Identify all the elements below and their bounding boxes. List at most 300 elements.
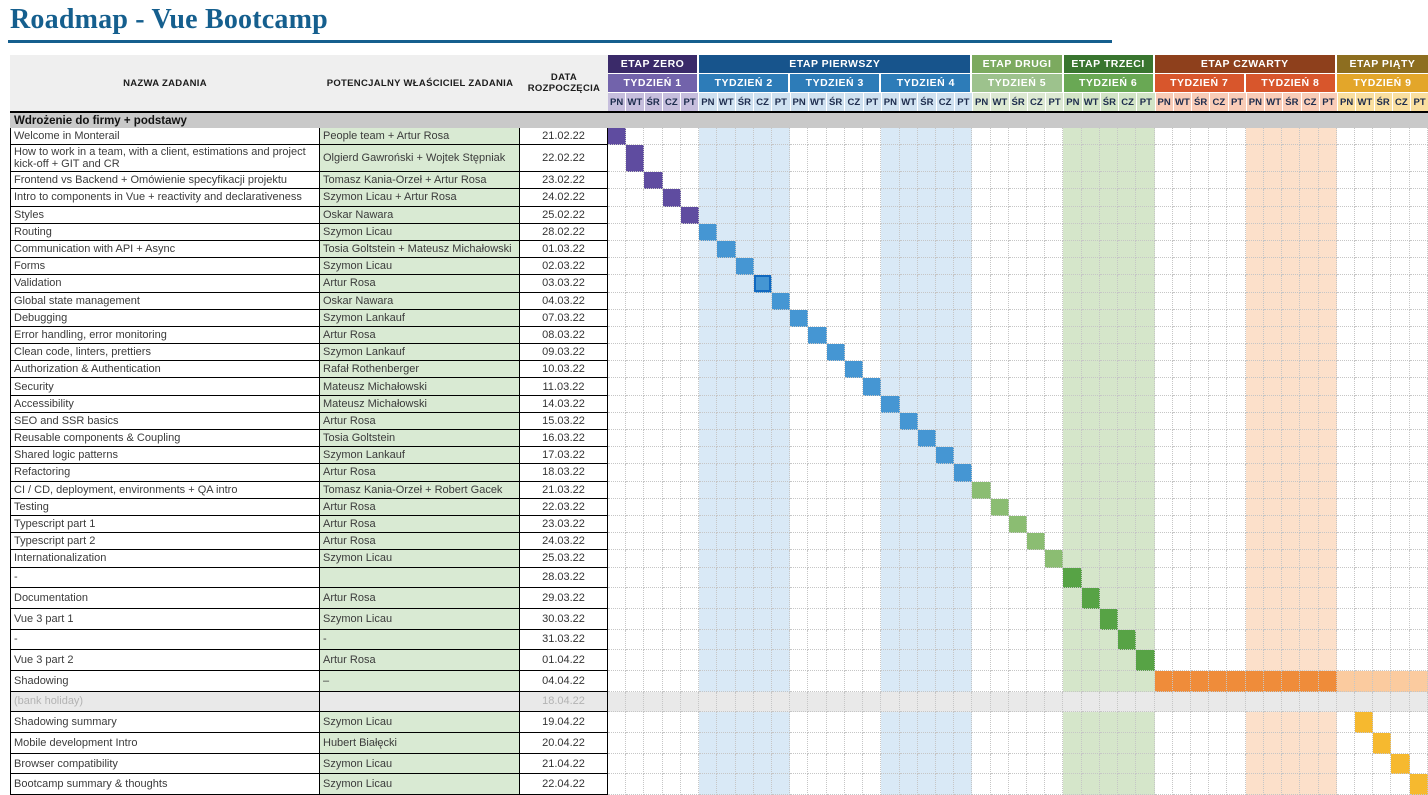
day-header-cell[interactable]: CZ — [937, 93, 955, 111]
gantt-cell[interactable] — [1136, 692, 1154, 713]
gantt-cell[interactable] — [754, 378, 772, 395]
gantt-cell[interactable] — [1136, 588, 1154, 609]
gantt-cell[interactable] — [991, 189, 1009, 206]
gantt-cell[interactable] — [663, 430, 681, 447]
gantt-cell[interactable] — [790, 413, 808, 430]
gantt-cell[interactable] — [1246, 378, 1264, 395]
gantt-cell[interactable] — [1246, 344, 1264, 361]
gantt-cell[interactable] — [1027, 430, 1045, 447]
gantt-cell[interactable] — [608, 361, 626, 378]
gantt-cell[interactable] — [972, 413, 990, 430]
task-date-cell[interactable]: 24.03.22 — [520, 533, 608, 550]
gantt-cell[interactable] — [717, 712, 735, 733]
gantt-cell[interactable] — [736, 774, 754, 795]
gantt-cell[interactable] — [863, 207, 881, 224]
gantt-cell[interactable] — [736, 692, 754, 713]
gantt-cell[interactable] — [717, 568, 735, 589]
gantt-cell[interactable] — [991, 650, 1009, 671]
gantt-cell[interactable] — [717, 650, 735, 671]
gantt-cell[interactable] — [808, 447, 826, 464]
gantt-cell[interactable] — [1282, 568, 1300, 589]
gantt-cell[interactable] — [663, 550, 681, 567]
gantt-cell[interactable] — [1373, 550, 1391, 567]
gantt-cell[interactable] — [1027, 378, 1045, 395]
gantt-cell[interactable] — [936, 241, 954, 258]
gantt-cell[interactable] — [772, 533, 790, 550]
gantt-cell[interactable] — [608, 733, 626, 754]
gantt-cell[interactable] — [1009, 516, 1027, 533]
gantt-cell[interactable] — [936, 430, 954, 447]
gantt-cell[interactable] — [900, 293, 918, 310]
gantt-cell[interactable] — [918, 482, 936, 499]
gantt-cell[interactable] — [717, 128, 735, 145]
gantt-cell[interactable] — [1227, 344, 1245, 361]
gantt-cell[interactable] — [663, 241, 681, 258]
gantt-cell[interactable] — [1246, 692, 1264, 713]
gantt-cell[interactable] — [1136, 396, 1154, 413]
gantt-cell[interactable] — [736, 499, 754, 516]
gantt-cell[interactable] — [881, 712, 899, 733]
gantt-cell[interactable] — [754, 224, 772, 241]
gantt-cell[interactable] — [681, 327, 699, 344]
gantt-cell[interactable] — [754, 258, 772, 275]
gantt-cell[interactable] — [1337, 327, 1355, 344]
gantt-cell[interactable] — [881, 447, 899, 464]
task-owner-cell[interactable]: Artur Rosa — [320, 533, 520, 550]
column-header-start-date[interactable]: DATA ROZPOCZĘCIA — [527, 72, 601, 94]
gantt-cell[interactable] — [644, 258, 662, 275]
gantt-cell[interactable] — [808, 499, 826, 516]
gantt-cell[interactable] — [699, 671, 717, 692]
task-name-cell[interactable]: Routing — [11, 224, 320, 241]
gantt-cell[interactable] — [881, 145, 899, 172]
gantt-cell[interactable] — [626, 692, 644, 713]
gantt-cell[interactable] — [936, 568, 954, 589]
gantt-cell[interactable] — [1027, 361, 1045, 378]
gantt-cell[interactable] — [1264, 293, 1282, 310]
gantt-cell[interactable] — [1373, 533, 1391, 550]
task-owner-cell[interactable]: Mateusz Michałowski — [320, 396, 520, 413]
gantt-cell[interactable] — [1063, 516, 1081, 533]
gantt-cell[interactable] — [1209, 550, 1227, 567]
gantt-cell[interactable] — [1009, 712, 1027, 733]
gantt-cell[interactable] — [663, 588, 681, 609]
gantt-cell[interactable] — [608, 550, 626, 567]
gantt-cell[interactable] — [954, 447, 972, 464]
gantt-cell[interactable] — [772, 327, 790, 344]
gantt-cell[interactable] — [736, 630, 754, 651]
gantt-cell[interactable] — [1063, 733, 1081, 754]
gantt-cell[interactable] — [845, 588, 863, 609]
gantt-cell[interactable] — [1100, 145, 1118, 172]
gantt-cell[interactable] — [663, 258, 681, 275]
gantt-cell[interactable] — [1282, 671, 1300, 692]
day-header-cell[interactable]: CZ — [754, 93, 772, 111]
task-name-cell[interactable]: Authorization & Authentication — [11, 361, 320, 378]
gantt-cell[interactable] — [881, 550, 899, 567]
gantt-cell[interactable] — [1118, 482, 1136, 499]
gantt-cell[interactable] — [626, 396, 644, 413]
gantt-cell[interactable] — [790, 550, 808, 567]
gantt-cell[interactable] — [1209, 378, 1227, 395]
gantt-cell[interactable] — [1155, 588, 1173, 609]
gantt-cell[interactable] — [1391, 258, 1409, 275]
gantt-cell[interactable] — [1191, 712, 1209, 733]
gantt-cell[interactable] — [1082, 224, 1100, 241]
gantt-cell[interactable] — [626, 568, 644, 589]
gantt-cell[interactable] — [1118, 692, 1136, 713]
gantt-cell[interactable] — [1209, 588, 1227, 609]
gantt-cell[interactable] — [772, 712, 790, 733]
gantt-cell[interactable] — [1027, 128, 1045, 145]
gantt-cell[interactable] — [772, 189, 790, 206]
gantt-cell[interactable] — [808, 588, 826, 609]
gantt-cell[interactable] — [808, 712, 826, 733]
gantt-cell[interactable] — [1118, 258, 1136, 275]
gantt-cell[interactable] — [1027, 712, 1045, 733]
gantt-cell[interactable] — [881, 754, 899, 775]
gantt-cell[interactable] — [717, 588, 735, 609]
gantt-cell[interactable] — [681, 413, 699, 430]
gantt-cell[interactable] — [900, 413, 918, 430]
gantt-cell[interactable] — [699, 568, 717, 589]
gantt-cell[interactable] — [1136, 516, 1154, 533]
gantt-cell[interactable] — [1282, 258, 1300, 275]
task-owner-cell[interactable]: Artur Rosa — [320, 499, 520, 516]
gantt-cell[interactable] — [1337, 275, 1355, 292]
gantt-cell[interactable] — [1027, 568, 1045, 589]
gantt-cell[interactable] — [1282, 172, 1300, 189]
gantt-cell[interactable] — [1191, 361, 1209, 378]
gantt-cell[interactable] — [1373, 733, 1391, 754]
gantt-cell[interactable] — [1118, 224, 1136, 241]
day-header-cell[interactable]: ŚR — [827, 93, 845, 111]
gantt-cell[interactable] — [1373, 396, 1391, 413]
gantt-cell[interactable] — [1391, 464, 1409, 481]
gantt-cell[interactable] — [736, 275, 754, 292]
gantt-cell[interactable] — [1337, 344, 1355, 361]
gantt-cell[interactable] — [790, 344, 808, 361]
gantt-cell[interactable] — [1410, 533, 1428, 550]
task-date-cell[interactable]: 28.03.22 — [520, 568, 608, 589]
gantt-cell[interactable] — [717, 774, 735, 795]
gantt-cell[interactable] — [790, 241, 808, 258]
gantt-cell[interactable] — [790, 310, 808, 327]
gantt-cell[interactable] — [827, 430, 845, 447]
gantt-cell[interactable] — [1118, 430, 1136, 447]
gantt-cell[interactable] — [808, 361, 826, 378]
gantt-cell[interactable] — [736, 172, 754, 189]
gantt-cell[interactable] — [827, 447, 845, 464]
gantt-cell[interactable] — [663, 754, 681, 775]
gantt-cell[interactable] — [881, 733, 899, 754]
gantt-cell[interactable] — [808, 774, 826, 795]
gantt-cell[interactable] — [1355, 630, 1373, 651]
gantt-cell[interactable] — [1373, 189, 1391, 206]
gantt-cell[interactable] — [1009, 128, 1027, 145]
gantt-cell[interactable] — [1027, 774, 1045, 795]
gantt-cell[interactable] — [827, 464, 845, 481]
gantt-cell[interactable] — [1227, 430, 1245, 447]
gantt-cell[interactable] — [1264, 609, 1282, 630]
gantt-cell[interactable] — [845, 258, 863, 275]
gantt-cell[interactable] — [1209, 172, 1227, 189]
gantt-cell[interactable] — [1373, 413, 1391, 430]
gantt-cell[interactable] — [972, 310, 990, 327]
gantt-cell[interactable] — [681, 396, 699, 413]
gantt-cell[interactable] — [1136, 430, 1154, 447]
gantt-cell[interactable] — [900, 327, 918, 344]
gantt-cell[interactable] — [754, 516, 772, 533]
gantt-cell[interactable] — [626, 447, 644, 464]
gantt-cell[interactable] — [1191, 275, 1209, 292]
gantt-cell[interactable] — [1264, 712, 1282, 733]
gantt-cell[interactable] — [1191, 172, 1209, 189]
gantt-cell[interactable] — [1410, 275, 1428, 292]
gantt-cell[interactable] — [1118, 378, 1136, 395]
gantt-cell[interactable] — [1063, 630, 1081, 651]
gantt-cell[interactable] — [1173, 241, 1191, 258]
gantt-cell[interactable] — [1282, 430, 1300, 447]
gantt-cell[interactable] — [936, 464, 954, 481]
gantt-cell[interactable] — [1136, 145, 1154, 172]
gantt-cell[interactable] — [681, 609, 699, 630]
gantt-cell[interactable] — [863, 550, 881, 567]
gantt-cell[interactable] — [1100, 733, 1118, 754]
gantt-cell[interactable] — [991, 733, 1009, 754]
gantt-cell[interactable] — [1191, 588, 1209, 609]
gantt-cell[interactable] — [1227, 378, 1245, 395]
gantt-cell[interactable] — [1319, 671, 1337, 692]
gantt-cell[interactable] — [1045, 172, 1063, 189]
gantt-cell[interactable] — [754, 568, 772, 589]
gantt-cell[interactable] — [1410, 189, 1428, 206]
gantt-cell[interactable] — [1173, 464, 1191, 481]
gantt-cell[interactable] — [972, 499, 990, 516]
gantt-cell[interactable] — [754, 630, 772, 651]
gantt-cell[interactable] — [1045, 327, 1063, 344]
gantt-cell[interactable] — [626, 327, 644, 344]
gantt-cell[interactable] — [1173, 145, 1191, 172]
task-owner-cell[interactable]: Szymon Licau — [320, 774, 520, 795]
gantt-cell[interactable] — [736, 293, 754, 310]
gantt-cell[interactable] — [772, 172, 790, 189]
task-date-cell[interactable]: 23.03.22 — [520, 516, 608, 533]
gantt-cell[interactable] — [1045, 464, 1063, 481]
gantt-cell[interactable] — [1027, 692, 1045, 713]
gantt-cell[interactable] — [1300, 499, 1318, 516]
gantt-cell[interactable] — [954, 464, 972, 481]
gantt-cell[interactable] — [1246, 464, 1264, 481]
gantt-cell[interactable] — [608, 630, 626, 651]
column-header-task-name[interactable]: NAZWA ZADANIA — [123, 77, 207, 89]
gantt-cell[interactable] — [699, 533, 717, 550]
gantt-cell[interactable] — [845, 464, 863, 481]
gantt-cell[interactable] — [644, 396, 662, 413]
gantt-cell[interactable] — [1155, 533, 1173, 550]
gantt-cell[interactable] — [1136, 361, 1154, 378]
gantt-cell[interactable] — [1355, 258, 1373, 275]
gantt-cell[interactable] — [717, 516, 735, 533]
gantt-cell[interactable] — [918, 650, 936, 671]
gantt-cell[interactable] — [954, 378, 972, 395]
gantt-cell[interactable] — [954, 630, 972, 651]
gantt-cell[interactable] — [1155, 733, 1173, 754]
gantt-cell[interactable] — [881, 224, 899, 241]
gantt-cell[interactable] — [1136, 550, 1154, 567]
gantt-cell[interactable] — [1373, 344, 1391, 361]
gantt-cell[interactable] — [1027, 499, 1045, 516]
gantt-cell[interactable] — [918, 754, 936, 775]
gantt-cell[interactable] — [1410, 733, 1428, 754]
gantt-cell[interactable] — [772, 499, 790, 516]
gantt-cell[interactable] — [1045, 774, 1063, 795]
gantt-cell[interactable] — [1118, 671, 1136, 692]
gantt-cell[interactable] — [754, 310, 772, 327]
gantt-cell[interactable] — [1136, 128, 1154, 145]
gantt-cell[interactable] — [1191, 396, 1209, 413]
gantt-cell[interactable] — [1118, 447, 1136, 464]
gantt-cell[interactable] — [900, 224, 918, 241]
gantt-cell[interactable] — [1282, 533, 1300, 550]
gantt-cell[interactable] — [1300, 550, 1318, 567]
gantt-cell[interactable] — [1118, 293, 1136, 310]
day-header-cell[interactable]: PT — [955, 93, 973, 111]
gantt-cell[interactable] — [772, 344, 790, 361]
gantt-cell[interactable] — [900, 310, 918, 327]
gantt-cell[interactable] — [1155, 396, 1173, 413]
day-header-cell[interactable]: WT — [900, 93, 918, 111]
gantt-cell[interactable] — [1082, 275, 1100, 292]
gantt-cell[interactable] — [1045, 128, 1063, 145]
gantt-cell[interactable] — [1045, 609, 1063, 630]
gantt-cell[interactable] — [1300, 733, 1318, 754]
gantt-cell[interactable] — [1373, 430, 1391, 447]
day-header-cell[interactable]: CZ — [663, 93, 681, 111]
gantt-cell[interactable] — [1191, 207, 1209, 224]
gantt-cell[interactable] — [663, 310, 681, 327]
gantt-cell[interactable] — [1045, 413, 1063, 430]
gantt-cell[interactable] — [1118, 650, 1136, 671]
gantt-cell[interactable] — [1082, 172, 1100, 189]
gantt-cell[interactable] — [1391, 550, 1409, 567]
gantt-cell[interactable] — [1410, 258, 1428, 275]
gantt-cell[interactable] — [1136, 671, 1154, 692]
gantt-cell[interactable] — [699, 550, 717, 567]
gantt-cell[interactable] — [1100, 310, 1118, 327]
gantt-cell[interactable] — [827, 533, 845, 550]
gantt-cell[interactable] — [1410, 378, 1428, 395]
gantt-cell[interactable] — [608, 712, 626, 733]
gantt-cell[interactable] — [1027, 413, 1045, 430]
task-date-cell[interactable]: 23.02.22 — [520, 172, 608, 189]
gantt-cell[interactable] — [1155, 189, 1173, 206]
gantt-cell[interactable] — [1118, 310, 1136, 327]
gantt-cell[interactable] — [790, 692, 808, 713]
gantt-cell[interactable] — [736, 396, 754, 413]
gantt-cell[interactable] — [644, 224, 662, 241]
gantt-cell[interactable] — [644, 550, 662, 567]
gantt-cell[interactable] — [736, 413, 754, 430]
gantt-cell[interactable] — [699, 516, 717, 533]
gantt-cell[interactable] — [918, 145, 936, 172]
gantt-cell[interactable] — [626, 650, 644, 671]
gantt-cell[interactable] — [663, 189, 681, 206]
gantt-cell[interactable] — [1082, 588, 1100, 609]
gantt-cell[interactable] — [1337, 568, 1355, 589]
gantt-cell[interactable] — [663, 609, 681, 630]
task-name-cell[interactable]: Styles — [11, 207, 320, 224]
gantt-cell[interactable] — [1355, 533, 1373, 550]
gantt-cell[interactable] — [1118, 207, 1136, 224]
day-header-cell[interactable]: CZ — [1302, 93, 1320, 111]
gantt-cell[interactable] — [827, 568, 845, 589]
gantt-cell[interactable] — [1100, 172, 1118, 189]
gantt-cell[interactable] — [644, 145, 662, 172]
gantt-cell[interactable] — [1337, 482, 1355, 499]
gantt-cell[interactable] — [991, 396, 1009, 413]
task-owner-cell[interactable]: Tosia Goltstein — [320, 430, 520, 447]
gantt-cell[interactable] — [717, 207, 735, 224]
gantt-cell[interactable] — [1100, 396, 1118, 413]
gantt-cell[interactable] — [1173, 499, 1191, 516]
gantt-cell[interactable] — [1100, 224, 1118, 241]
gantt-cell[interactable] — [972, 396, 990, 413]
gantt-cell[interactable] — [736, 207, 754, 224]
gantt-cell[interactable] — [900, 361, 918, 378]
gantt-cell[interactable] — [1300, 712, 1318, 733]
gantt-cell[interactable] — [1136, 630, 1154, 651]
gantt-cell[interactable] — [845, 609, 863, 630]
gantt-cell[interactable] — [1100, 344, 1118, 361]
gantt-cell[interactable] — [954, 327, 972, 344]
gantt-cell[interactable] — [954, 499, 972, 516]
gantt-cell[interactable] — [1282, 275, 1300, 292]
task-name-cell[interactable]: Reusable components & Coupling — [11, 430, 320, 447]
gantt-cell[interactable] — [1027, 275, 1045, 292]
gantt-cell[interactable] — [681, 712, 699, 733]
gantt-cell[interactable] — [1191, 499, 1209, 516]
gantt-cell[interactable] — [1246, 310, 1264, 327]
gantt-cell[interactable] — [900, 650, 918, 671]
gantt-cell[interactable] — [827, 241, 845, 258]
gantt-cell[interactable] — [608, 327, 626, 344]
gantt-cell[interactable] — [1100, 378, 1118, 395]
gantt-cell[interactable] — [1009, 499, 1027, 516]
gantt-cell[interactable] — [900, 275, 918, 292]
gantt-cell[interactable] — [1373, 630, 1391, 651]
gantt-cell[interactable] — [936, 482, 954, 499]
gantt-cell[interactable] — [900, 671, 918, 692]
gantt-cell[interactable] — [808, 378, 826, 395]
gantt-cell[interactable] — [626, 189, 644, 206]
gantt-cell[interactable] — [663, 671, 681, 692]
stage-header-cell[interactable]: ETAP PIERWSZY — [699, 55, 972, 73]
gantt-cell[interactable] — [1246, 430, 1264, 447]
task-name-cell[interactable]: Communication with API + Async — [11, 241, 320, 258]
gantt-cell[interactable] — [754, 712, 772, 733]
gantt-cell[interactable] — [608, 145, 626, 172]
gantt-cell[interactable] — [644, 630, 662, 651]
gantt-cell[interactable] — [663, 650, 681, 671]
gantt-cell[interactable] — [863, 671, 881, 692]
gantt-cell[interactable] — [1191, 692, 1209, 713]
gantt-cell[interactable] — [972, 189, 990, 206]
gantt-cell[interactable] — [608, 413, 626, 430]
gantt-cell[interactable] — [1027, 396, 1045, 413]
gantt-cell[interactable] — [1355, 275, 1373, 292]
gantt-cell[interactable] — [717, 447, 735, 464]
